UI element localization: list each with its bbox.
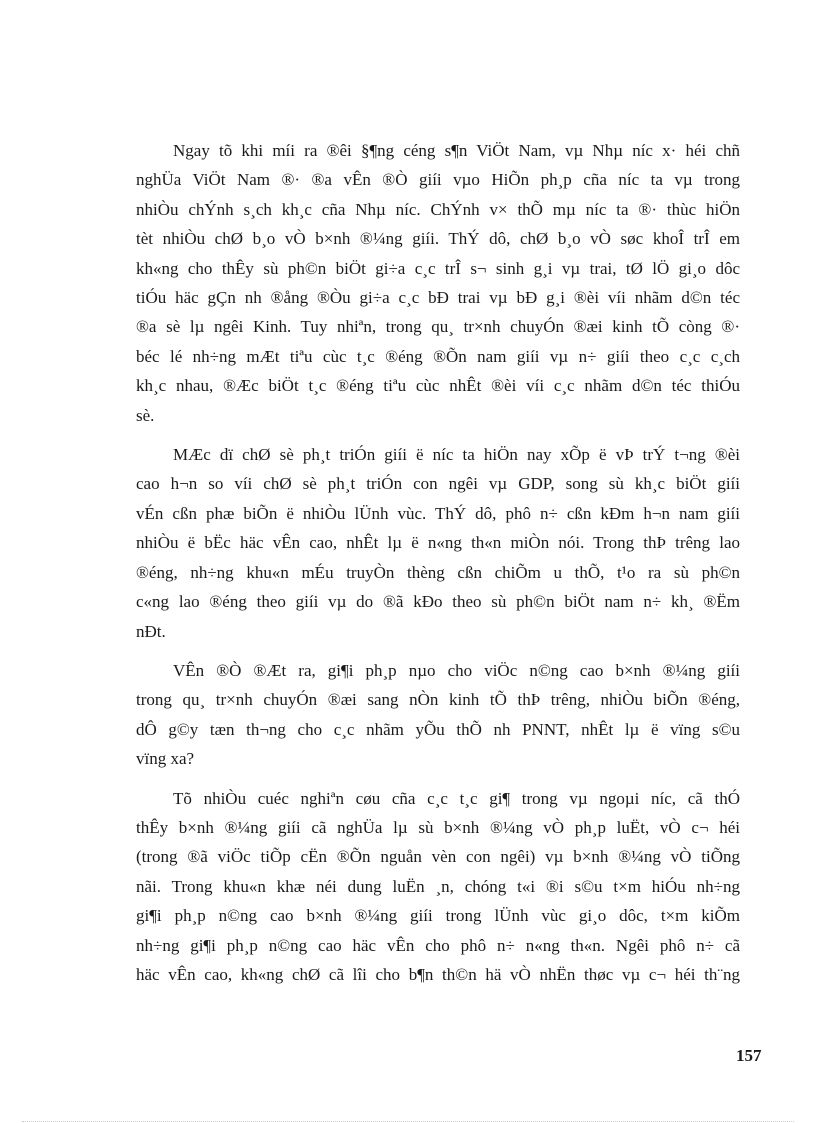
paragraph-2 [136, 440, 740, 646]
text-line: tèt nhiÒu chØ b¸o vÒ b×nh ®¼ng giíi. ThÝ dô, chØ b¸o vÒ søc khoÎ trÎ em [136, 229, 740, 249]
text-line: gi¶i ph¸p n©ng cao b×nh ®¼ng giíi trong lÜnh vùc gi¸o dôc, t×m kiÕm [136, 906, 740, 926]
paragraph-3 [136, 656, 740, 774]
text-line: dÔ g©y tæn th¬ng cho c¸c nhãm yÕu thÕ nh PNNT, nhÊt lµ ë vïng s©u [136, 719, 740, 739]
text-line: trong qu¸ tr×nh chuyÓn ®æi sang nÒn kinh tÕ thÞ trêng, nhiÒu biÕn ®éng, [136, 690, 740, 710]
text-line: Ngay tõ khi míi ra ®êi §¶ng céng s¶n ViÖt Nam, vµ Nhµ níc x· héi chñ [173, 141, 740, 160]
text-line: nghÜa ViÖt Nam ®· ®a vÊn ®Ò giíi vµo HiÕn ph¸p cña níc ta vµ trong [136, 170, 740, 190]
text-line: nhiÒu chÝnh s¸ch kh¸c cña Nhµ níc. ChÝnh v× thÕ mµ níc ta ®· thùc hiÖn [136, 199, 740, 219]
text-line: häc vÊn cao, kh«ng chØ cã lîi cho b¶n th©n hä vÒ nhËn thøc vµ c¬ héi th¨ng [136, 964, 740, 984]
text-line: sè. [136, 405, 155, 425]
text-line: cao h¬n so víi chØ sè ph¸t triÓn con ngêi vµ GDP, song sù kh¸c biÖt giíi [136, 474, 740, 494]
paragraph-4 [136, 784, 740, 990]
text-line: tiÓu häc gÇn nh ®ång ®Òu gi÷a c¸c bÐ trai vµ bÐ g¸i ®èi víi nhãm d©n téc [136, 288, 740, 308]
body-text [136, 136, 740, 999]
text-line: ®a sè lµ ngêi Kinh. Tuy nhiªn, trong qu¸ tr×nh chuyÓn ®æi kinh tÕ còng ®· [136, 317, 740, 337]
text-line: ®éng, nh÷ng khu«n mÉu truyÒn thèng cßn chiÕm u thÕ, t¹o ra sù ph©n [136, 562, 740, 582]
text-line: VÊn ®Ò ®Æt ra, gi¶i ph¸p nµo cho viÖc n©ng cao b×nh ®¼ng giíi [173, 660, 740, 680]
text-line: MÆc dï chØ sè ph¸t triÓn giíi ë níc ta hiÖn nay xÕp ë vÞ trÝ t¬ng ®èi [173, 445, 740, 465]
text-line: c«ng lao ®éng theo giíi vµ do ®ã kÐo theo sù ph©n biÖt nam n÷ kh¸ ®Ëm [136, 592, 740, 612]
text-line: vïng xa? [136, 749, 195, 769]
text-line: nÐt. [136, 621, 166, 641]
text-line: nãi. Trong khu«n khæ néi dung luËn ¸n, chóng t«i ®i s©u t×m hiÓu nh÷ng [136, 876, 740, 896]
text-line: nh÷ng gi¶i ph¸p n©ng cao häc vÊn cho phô n÷ n«ng th«n. Ngêi phô n÷ cã [136, 935, 740, 955]
text-line: kh«ng cho thÊy sù ph©n biÖt gi÷a c¸c trÎ s¬ sinh g¸i vµ trai, tØ lÖ gi¸o dôc [136, 258, 740, 278]
footer-divider [22, 1121, 794, 1122]
text-line: thÊy b×nh ®¼ng giíi cã nghÜa lµ sù b×nh ®¼ng vÒ ph¸p luËt, vÒ c¬ héi [136, 817, 740, 837]
page-number: 157 [736, 1046, 762, 1065]
text-line: kh¸c nhau, ®Æc biÖt t¸c ®éng tiªu cùc nhÊt ®èi víi c¸c nhãm d©n téc thiÓu [136, 376, 740, 396]
paragraph-1 [136, 136, 740, 430]
text-line: béc lé nh÷ng mÆt tiªu cùc t¸c ®éng ®Õn nam giíi vµ n÷ giíi theo c¸c c¸ch [136, 346, 740, 366]
text-line: vÉn cßn phæ biÕn ë nhiÒu lÜnh vùc. ThÝ dô, phô n÷ cßn kÐm h¬n nam giíi [136, 503, 740, 523]
text-line: Tõ nhiÒu cuéc nghiªn cøu cña c¸c t¸c gi¶ trong vµ ngoµi níc, cã thÓ [173, 788, 740, 808]
text-line: (trong ®ã viÖc tiÕp cËn ®Õn nguån vèn con ngêi) vµ b×nh ®¼ng vÒ tiÕng [136, 847, 740, 867]
text-line: nhiÒu ë bËc häc vÊn cao, nhÊt lµ ë n«ng th«n miÒn nói. Trong thÞ trêng lao [136, 533, 740, 553]
